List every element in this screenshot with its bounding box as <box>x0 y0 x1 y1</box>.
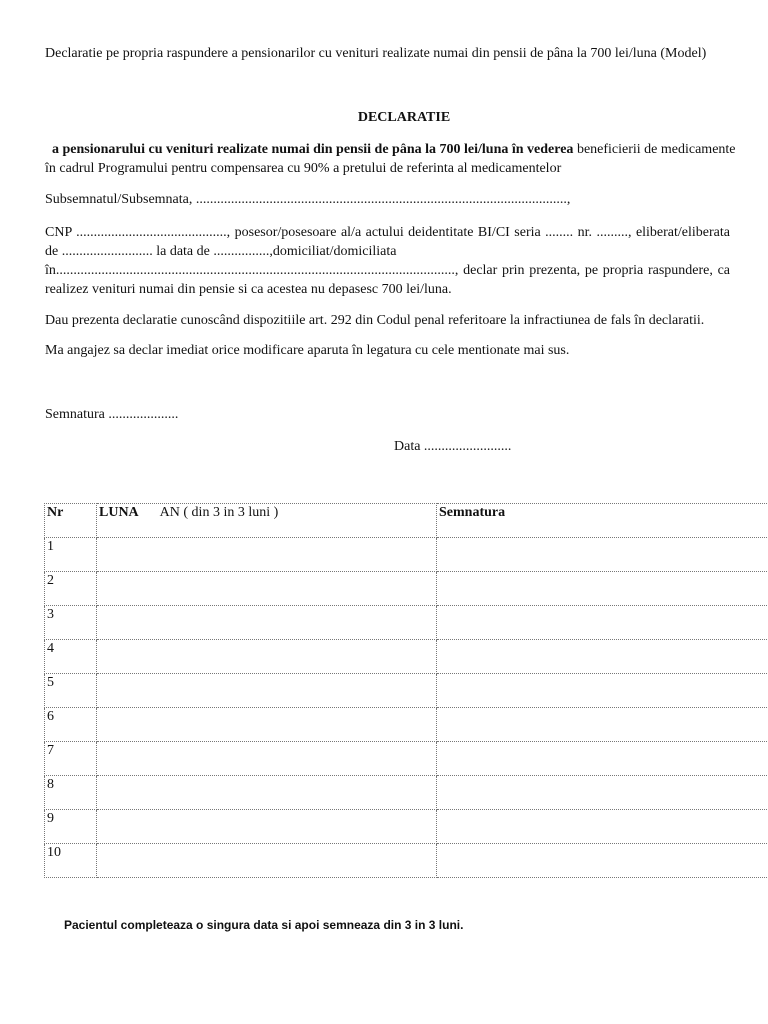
signature-cell[interactable] <box>437 708 768 742</box>
table-header-row <box>45 504 768 538</box>
row-number: 8 <box>45 776 97 810</box>
table-row <box>45 844 768 878</box>
row-number: 5 <box>45 674 97 708</box>
date-line: Data ......................... <box>394 439 512 454</box>
header-an: AN ( din 3 in 3 luni ) <box>159 505 279 520</box>
row-number: 3 <box>45 606 97 640</box>
signature-cell[interactable] <box>437 606 768 640</box>
row-number: 1 <box>45 538 97 572</box>
row-number: 2 <box>45 572 97 606</box>
luna-an-cell[interactable] <box>97 776 437 810</box>
table-row <box>45 708 768 742</box>
signature-cell[interactable] <box>437 844 768 878</box>
document-header: Declaratie pe propria raspundere a pensionarilor cu venituri realizate numai din pensii de pâna la 700 lei/luna (Model) <box>45 46 707 61</box>
header-nr: Nr <box>45 504 97 538</box>
signature-log-table <box>44 503 768 878</box>
header-luna-an <box>97 504 437 538</box>
luna-an-cell[interactable] <box>97 810 437 844</box>
domicile-line: în.................................................................................................................., declar prin prezenta, pe propria raspundere, ca <box>45 263 730 278</box>
luna-an-cell[interactable] <box>97 844 437 878</box>
intro-rest-text: beneficierii de medicamente în cadrul Programului pentru compensarea cu 90% a pretului de referinta al medicamentelor <box>45 142 736 176</box>
signature-cell[interactable] <box>437 742 768 776</box>
signature-cell[interactable] <box>437 810 768 844</box>
header-luna: LUNA <box>99 505 139 520</box>
table-row <box>45 640 768 674</box>
intro-paragraph <box>45 140 745 178</box>
signature-cell[interactable] <box>437 538 768 572</box>
signature-cell[interactable] <box>437 776 768 810</box>
luna-an-cell[interactable] <box>97 538 437 572</box>
table-row <box>45 742 768 776</box>
document-title: DECLARATIE <box>357 110 451 125</box>
cnp-line: CNP ..........................................., posesor/posesoare al/a actului deidentitate BI/CI seria ........ nr. ........., eliberat/eliberata <box>45 225 730 240</box>
luna-an-cell[interactable] <box>97 742 437 776</box>
luna-an-cell[interactable] <box>97 708 437 742</box>
article-paragraph: Dau prezenta declaratie cunoscând dispozitiile art. 292 din Codul penal referitoare la infractiunea de fals în declaratii. <box>45 313 705 328</box>
identity-paragraph <box>45 223 730 299</box>
row-number: 9 <box>45 810 97 844</box>
signature-cell[interactable] <box>437 640 768 674</box>
luna-an-cell[interactable] <box>97 640 437 674</box>
table-row <box>45 810 768 844</box>
row-number: 6 <box>45 708 97 742</box>
table-row <box>45 674 768 708</box>
luna-an-cell[interactable] <box>97 606 437 640</box>
table-row <box>45 572 768 606</box>
table-row <box>45 538 768 572</box>
signature-cell[interactable] <box>437 572 768 606</box>
row-number: 7 <box>45 742 97 776</box>
income-line: realizez venituri numai din pensie si ca acestea nu depasesc 700 lei/luna. <box>45 282 452 297</box>
issued-line: de .......................... la data de ................,domiciliat/domiciliata <box>45 244 397 259</box>
signature-line: Semnatura .................... <box>45 407 179 422</box>
table-row <box>45 606 768 640</box>
luna-an-cell[interactable] <box>97 674 437 708</box>
intro-bold-text: a pensionarului cu venituri realizate numai din pensii de pâna la 700 lei/luna în vederea <box>52 142 574 157</box>
table-row <box>45 776 768 810</box>
header-semnatura: Semnatura <box>437 504 768 538</box>
name-line: Subsemnatul/Subsemnata, .........................................................................................................., <box>45 192 571 207</box>
row-number: 10 <box>45 844 97 878</box>
commitment-paragraph: Ma angajez sa declar imediat orice modificare aparuta în legatura cu cele mentionate mai sus. <box>45 343 570 358</box>
footer-note: Pacientul completeaza o singura data si apoi semneaza din 3 in 3 luni. <box>64 918 464 932</box>
signature-cell[interactable] <box>437 674 768 708</box>
luna-an-cell[interactable] <box>97 572 437 606</box>
row-number: 4 <box>45 640 97 674</box>
